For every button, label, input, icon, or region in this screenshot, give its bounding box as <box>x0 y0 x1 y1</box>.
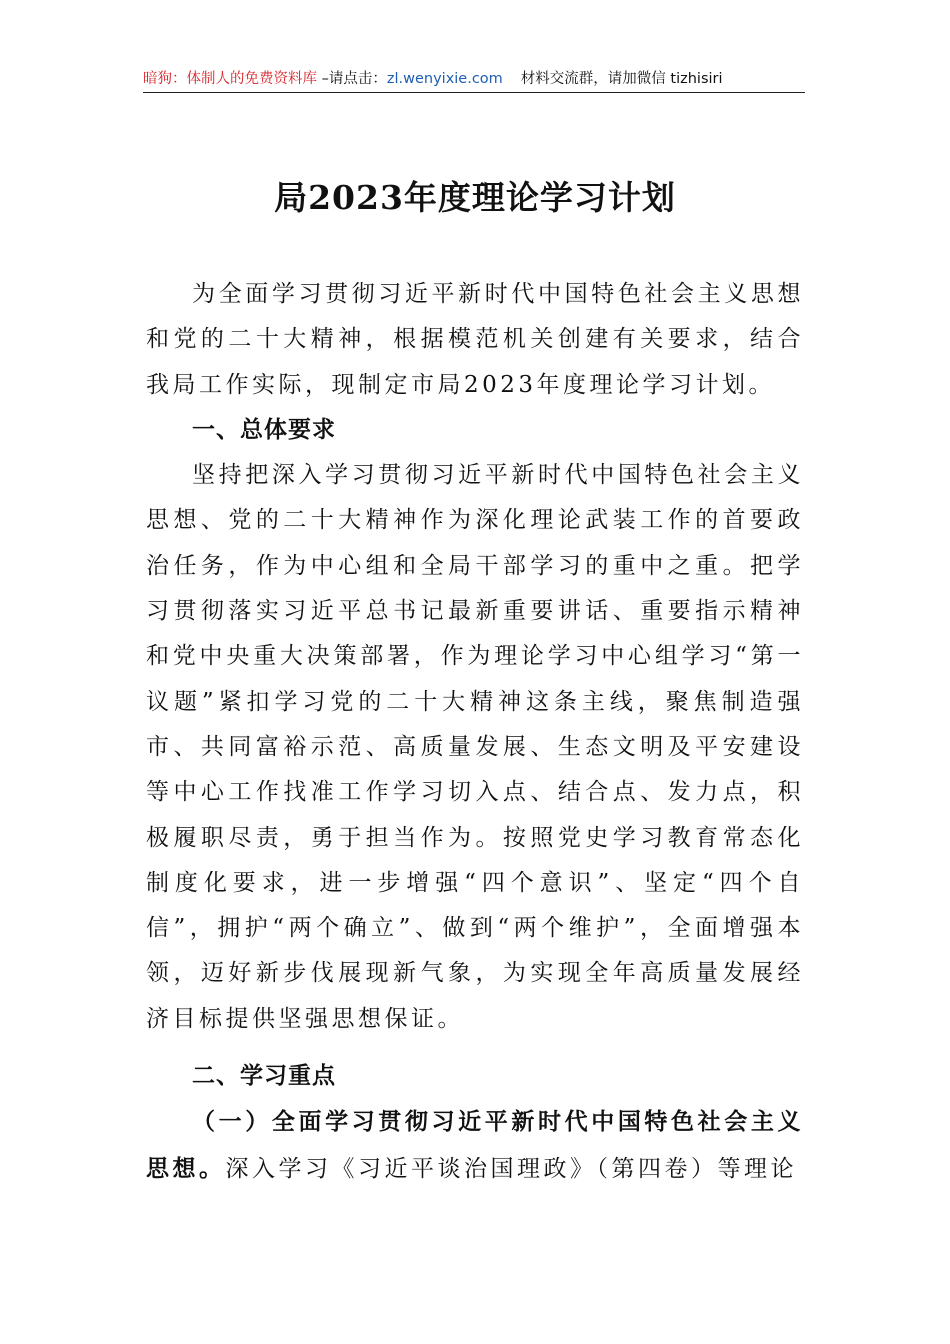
header-brand: 暗狗：体制人的免费资料库 <box>143 71 317 87</box>
section2-item1-body: 深入学习《习近平谈治国理政》（第四卷）等理论 <box>225 1155 797 1182</box>
document-body <box>146 272 804 1192</box>
header-click-prefix: –请点击： <box>317 71 387 87</box>
section-heading-overall-requirements: 一、总体要求 <box>192 416 336 443</box>
header-url-link[interactable]: zl.wenyixie.com <box>386 71 503 87</box>
section1-paragraph: 坚持把深入学习贯彻习近平新时代中国特色社会主义思想、党的二十大精神作为深化理论武装工作的首要政治任务，作为中心组和全局干部学习的重中之重。把学习贯彻落实习近平总书记最新重要讲话、重要指示精神和党中央重大决策部署，作为理论学习中心组学习“第一议题”紧扣学习党的二十大精神这条主线，聚焦制造强市、共同富裕示范、高质量发展、生态文明及平安建设等中心工作找准工作学习切入点、结合点、发力点，积极履职尽责，勇于担当作为。按照党史学习教育常态化制度化要求，进一步增强“四个意识”、坚定“四个自信”，拥护“两个确立”、做到“两个维护”，全面增强本领，迈好新步伐展现新气象，为实现全年高质量发展经济目标提供坚强思想保证。 <box>146 462 804 1032</box>
document-header <box>143 66 805 93</box>
document-title: 局2023年度理论学习计划 <box>274 178 676 217</box>
intro-paragraph: 为全面学习贯彻习近平新时代中国特色社会主义思想和党的二十大精神，根据模范机关创建有关要求，结合我局工作实际，现制定市局2023年度理论学习计划。 <box>146 281 804 398</box>
section2-item1-title: （一）全面学习贯彻习近平新时代中国特色社会主义思想。 <box>146 1108 804 1182</box>
section-heading-study-focus: 二、学习重点 <box>192 1063 336 1090</box>
section2-item1-paragraph <box>146 1099 804 1192</box>
header-wechat-note: 材料交流群，请加微信 tizhisiri <box>520 71 723 87</box>
